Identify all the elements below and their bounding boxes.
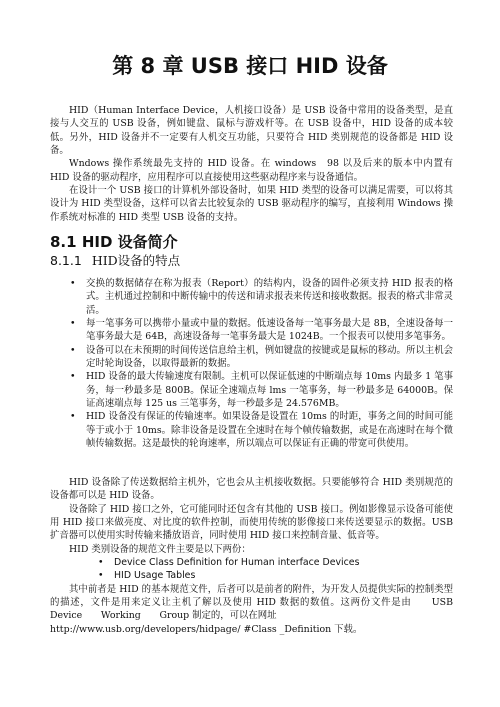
list-item	[50, 370, 453, 410]
intro-paragraph: HID（Human Interface Device，人机接口设备）是 USB 设备中常用的设备类型，是直接与人交互的 USB 设备，例如键盘、鼠标与游戏杆等。在 USB 设备中，HID 设备的成本较低。另外，HID 设备并不一定要有人机交互功能，只要符合 HID 类别规范的设备都是 HID 设备。	[50, 105, 453, 157]
list-item	[50, 410, 453, 450]
intro-paragraph: Wndows 操作系统最先支持的 HID 设备。在 windows 98 以及后来的版本中内置有 HID 设备的驱动程序，应用程序可以直接使用这些驱动程序来与设备通信。	[50, 158, 453, 183]
subsection-number: 8.1.1	[50, 253, 82, 268]
subsection-title: HID设备的特点	[91, 253, 181, 268]
chapter-title: 第 8 章 USB 接口 HID 设备	[112, 54, 388, 78]
list-item	[50, 556, 453, 569]
list-item	[50, 344, 453, 371]
list-item-text: HID 设备的最大传输速度有限制。主机可以保证低速的中断端点每 10ms 内最多 1 笔事务，每一秒最多是 800B。保证全速端点每 lms 一笔事务，每一秒最多是 64000B。保证高速端点每 125 us 三笔事务，每一秒最多是 24.576MB。	[86, 371, 453, 410]
subsection-heading	[50, 252, 180, 270]
bullet-icon: •	[70, 371, 76, 383]
list-item-text: HID 设备没有保证的传输速率。如果设备是设置在 10ms 的时距，事务之间的时间可能等于或小于 10ms。除非设备是设置在全速时在每个帧传输数据，或是在高速时在每个微帧传输数据。这是最快的轮询速率，所以端点可以保证有正确的带宽可供使用。	[86, 411, 453, 450]
list-item-text: 每一笔事务可以携带小量或中量的数据。低速设备每一笔事务最大是 8B，全速设备每一笔事务最大是 64B，高速设备每一笔事务最大是 1024B。一个报表可以使用多笔事务。	[86, 318, 453, 343]
body-paragraph: HID 设备除了传送数据给主机外，它也会从主机接收数据。只要能够符合 HID 类别规范的设备都可以是 HID 设备。	[50, 477, 453, 502]
body-section	[50, 476, 472, 636]
section-title: HID 设备简介	[81, 233, 178, 251]
feature-list	[50, 277, 453, 450]
spec-doc-list	[50, 556, 453, 583]
list-item	[50, 569, 453, 582]
bullet-icon: •	[98, 557, 104, 569]
bullet-icon: •	[70, 278, 76, 289]
list-item-text: 设备可以在未预期的时间传送信息给主机，例如键盘的按键或是鼠标的移动。所以主机会定时轮询设备，以取得最新的数据。	[86, 344, 453, 370]
closing-paragraph: 其中前者是 HID 的基本规范文件，后者可以是前者的附件，为开发人员提供实际的控制类型的描述，文件是用来定义让主机了解以及使用 HID 数据的数值。这两份文件是由 USB Device Working Group 制定的，可以在网址	[50, 583, 472, 622]
bullet-icon: •	[70, 318, 76, 330]
spec-doc-title: HID Usage Tables	[114, 570, 196, 582]
spec-doc-title: Device Class Definition for Human interface Devices	[114, 557, 360, 569]
body-paragraph: HID 类别设备的规范文件主要是以下两份：	[69, 543, 251, 555]
download-url[interactable]: http://www.usb.org/developers/hidpage/ #Class _Definition 下载。	[50, 623, 363, 635]
bullet-icon: •	[70, 411, 76, 423]
list-item	[50, 317, 453, 344]
intro-section	[50, 104, 453, 224]
list-item-text: 交换的数据储存在称为报表（Report）的结构内，设备的固件必须支持 HID 报表的格式。主机通过控制和中断传输中的传送和请求报表来传送和接收数据。报表的格式非常灵活。	[86, 278, 453, 316]
section-heading	[50, 232, 178, 253]
intro-paragraph: 在设计一个 USB 接口的计算机外部设备时，如果 HID 类型的设备可以满足需要，可以将其设计为 HID 类型设备，这样可以省去比较复杂的 USB 驱动程序的编写，直接利用 Windows 操作系统对标准的 HID 类型 USB 设备的支持。	[50, 185, 453, 223]
bullet-icon: •	[70, 344, 76, 356]
list-item	[50, 277, 453, 317]
bullet-icon: •	[98, 570, 104, 582]
section-number: 8.1	[50, 233, 77, 251]
body-paragraph: 设备除了 HID 接口之外，它可能同时还包含有其他的 USB 接口。例如影像显示设备可能使用 HID 接口来做亮度、对比度的软件控制，而使用传统的影像接口来传送要显示的数据。USB 扩音器可以使用实时传输来播放语音，同时使用 HID 接口来控制音量、低音等。	[50, 503, 453, 542]
